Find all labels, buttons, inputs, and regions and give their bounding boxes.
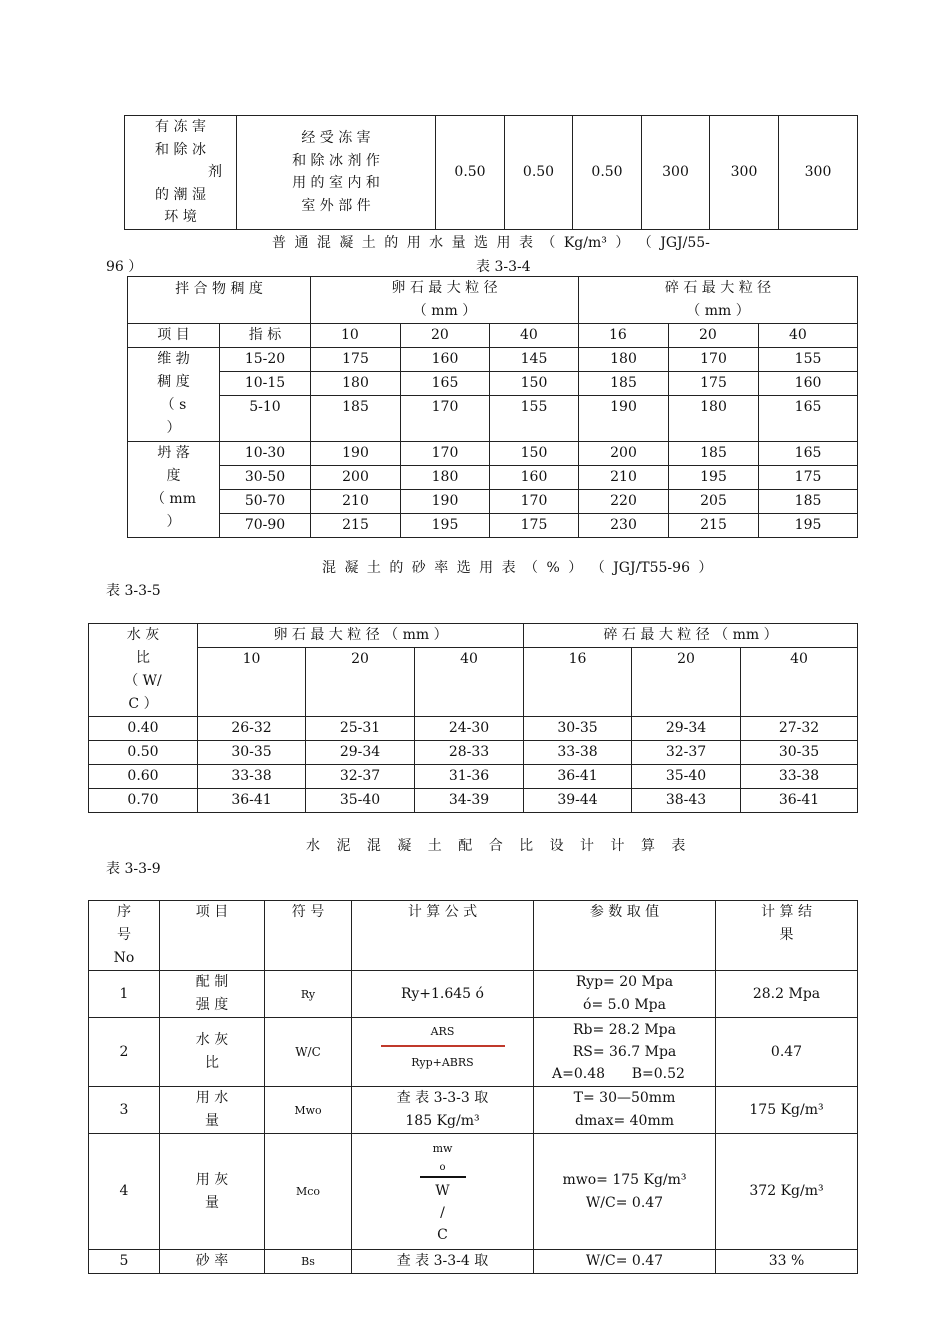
index-cell: 10-30 [220, 442, 311, 466]
header-wc-line: 比 [136, 650, 150, 666]
value-cell: 300 [642, 116, 710, 230]
data-cell: 160 [401, 348, 490, 372]
data-cell: 33-38 [198, 765, 306, 789]
data-cell: 35-40 [632, 765, 741, 789]
row-item [160, 1018, 265, 1087]
header-result [716, 901, 858, 971]
size-header: 20 [669, 324, 759, 348]
data-cell: 165 [401, 372, 490, 396]
row-item [160, 971, 265, 1018]
sand-ratio-table [88, 623, 858, 813]
size-header: 20 [306, 648, 415, 717]
param-line: Rb= 28.2 Mpa [573, 1022, 676, 1038]
caption-335-line1: 混 凝 土 的 砂 率 选 用 表 （ % ） （ JGJ/T55-96 ） [322, 560, 713, 576]
row-symbol: Mco [265, 1134, 352, 1250]
group-line: （ s [160, 397, 187, 413]
data-cell: 215 [669, 514, 759, 538]
header-params: 参 数 取 值 [534, 901, 716, 971]
header-pebble-unit: （ mm ） [412, 303, 477, 319]
env-line: 有 冻 害 [155, 119, 206, 135]
header-no-line: 序 [117, 904, 131, 920]
data-cell: 180 [311, 372, 401, 396]
index-cell: 15-20 [220, 348, 311, 372]
row-item [160, 1134, 265, 1250]
data-cell: 145 [490, 348, 579, 372]
size-header: 40 [490, 324, 579, 348]
row-result: 33 % [716, 1250, 858, 1274]
data-cell: 155 [490, 396, 579, 442]
param-line: Ryp= 20 Mpa [575, 974, 674, 990]
header-wc-line: C ） [128, 696, 158, 712]
caption-334-line2b: 表 3-3-4 [476, 259, 531, 275]
size-header: 40 [759, 324, 858, 348]
size-header: 40 [415, 648, 524, 717]
data-cell: 25-31 [306, 717, 415, 741]
data-cell: 27-32 [741, 717, 858, 741]
data-cell: 33-38 [524, 741, 632, 765]
row-params [534, 971, 716, 1018]
data-cell: 36-41 [524, 765, 632, 789]
row-symbol: Mwo [265, 1087, 352, 1134]
header-result-line: 计 算 结 [761, 904, 812, 920]
size-header: 20 [632, 648, 741, 717]
header-symbol: 符 号 [265, 901, 352, 971]
data-cell: 190 [579, 396, 669, 442]
param-line: W/C= 0.47 [585, 1194, 664, 1211]
value-cell: 0.50 [505, 116, 573, 230]
row-item-line: 量 [205, 1194, 219, 1211]
size-header: 10 [311, 324, 401, 348]
data-cell: 26-32 [198, 717, 306, 741]
row-item-line: 配 制 [195, 974, 229, 990]
size-header: 20 [401, 324, 490, 348]
formula-part: W [435, 1182, 450, 1199]
group-line: 稠 度 [157, 374, 190, 390]
row-item-line: 水 灰 [195, 1032, 229, 1048]
env-cell [125, 116, 237, 230]
data-cell: 32-37 [306, 765, 415, 789]
row-formula: 查 表 3-3-4 取 [352, 1250, 534, 1274]
header-no-line: 号 [117, 927, 131, 943]
group-line: ） [166, 514, 181, 530]
data-cell: 165 [759, 396, 858, 442]
data-cell: 150 [490, 442, 579, 466]
wc-cell: 0.70 [89, 789, 198, 813]
data-cell: 185 [759, 490, 858, 514]
row-no: 3 [89, 1087, 160, 1134]
data-cell: 210 [579, 466, 669, 490]
size-header: 10 [198, 648, 306, 717]
data-cell: 30-35 [198, 741, 306, 765]
row-formula-stacked [352, 1134, 534, 1250]
header-item: 项 目 [128, 324, 220, 348]
header-gravel-label: 碎 石 最 大 粒 径 [664, 280, 772, 296]
header-item: 项 目 [160, 901, 265, 971]
row-item [160, 1087, 265, 1134]
header-no [89, 901, 160, 971]
group-line: （ mm [150, 491, 196, 507]
row-params: W/C= 0.47 [534, 1250, 716, 1274]
data-cell: 230 [579, 514, 669, 538]
param-line: ó= 5.0 Mpa [583, 997, 666, 1013]
caption-339-line2: 表 3-3-9 [106, 861, 161, 877]
data-cell: 190 [311, 442, 401, 466]
env-line: 环 境 [164, 209, 197, 225]
row-no: 4 [89, 1134, 160, 1250]
header-result-line: 果 [779, 927, 794, 943]
param-line: A=0.48 B=0.52 [552, 1066, 685, 1082]
data-cell: 175 [669, 372, 759, 396]
row-item-line: 用 灰 [195, 1171, 229, 1188]
data-cell: 33-38 [741, 765, 858, 789]
data-cell: 195 [669, 466, 759, 490]
data-cell: 175 [311, 348, 401, 372]
data-cell: 36-41 [741, 789, 858, 813]
group-line: 坍 落 [157, 445, 190, 461]
data-cell: 200 [311, 466, 401, 490]
parts-line: 用 的 室 内 和 [292, 175, 380, 192]
row-params [534, 1018, 716, 1087]
header-pebble: 卵 石 最 大 粒 径 （ mm ） [198, 624, 524, 648]
param-line: dmax= 40mm [574, 1113, 675, 1129]
data-cell: 205 [669, 490, 759, 514]
index-cell: 10-15 [220, 372, 311, 396]
header-pebble-label: 卵 石 最 大 粒 径 [391, 280, 498, 296]
index-cell: 50-70 [220, 490, 311, 514]
group-line: 维 勃 [157, 351, 190, 367]
data-cell: 32-37 [632, 741, 741, 765]
header-gravel [579, 277, 858, 324]
data-cell: 215 [311, 514, 401, 538]
data-cell: 160 [759, 372, 858, 396]
value-cell: 0.50 [573, 116, 642, 230]
data-cell: 190 [401, 490, 490, 514]
data-cell: 30-35 [524, 717, 632, 741]
size-header: 16 [579, 324, 669, 348]
data-cell: 175 [759, 466, 858, 490]
row-item-line: 比 [205, 1055, 219, 1071]
data-cell: 195 [401, 514, 490, 538]
param-line: mwo= 175 Kg/m³ [562, 1171, 687, 1188]
index-cell: 70-90 [220, 514, 311, 538]
data-cell: 195 [759, 514, 858, 538]
data-cell: 210 [311, 490, 401, 514]
value-cell: 300 [779, 116, 858, 230]
data-cell: 180 [579, 348, 669, 372]
data-cell: 185 [669, 442, 759, 466]
header-consistency-label: 拌 合 物 稠 度 [175, 281, 263, 297]
water-usage-table [127, 276, 858, 538]
data-cell: 180 [401, 466, 490, 490]
header-gravel-unit: （ mm ） [686, 303, 750, 319]
header-gravel: 碎 石 最 大 粒 径 （ mm ） [524, 624, 858, 648]
data-cell: 34-39 [415, 789, 524, 813]
fraction-bar [381, 1045, 505, 1047]
formula-line: 查 表 3-3-3 取 [396, 1090, 489, 1106]
header-formula: 计 算 公 式 [352, 901, 534, 971]
data-cell: 30-35 [741, 741, 858, 765]
data-cell: 28-33 [415, 741, 524, 765]
data-cell: 29-34 [632, 717, 741, 741]
param-line: T= 30—50mm [573, 1090, 676, 1106]
header-wc-line: 水 灰 [126, 627, 160, 643]
header-no-line: No [113, 950, 135, 966]
data-cell: 175 [490, 514, 579, 538]
top-table [124, 115, 858, 230]
header-wc-line: （ W/ [124, 673, 162, 689]
data-cell: 39-44 [524, 789, 632, 813]
header-pebble [311, 277, 579, 324]
env-line: 的 潮 湿 [155, 186, 206, 203]
row-symbol: Ry [265, 971, 352, 1018]
data-cell: 185 [579, 372, 669, 396]
wc-cell: 0.50 [89, 741, 198, 765]
env-line: 剂 [208, 164, 222, 180]
data-cell: 150 [490, 372, 579, 396]
data-cell: 160 [490, 466, 579, 490]
index-cell: 5-10 [220, 396, 311, 442]
formula-part: mw [432, 1141, 453, 1155]
formula-part: / [440, 1204, 445, 1221]
row-result: 0.47 [716, 1018, 858, 1087]
caption-339-line1: 水 泥 混 凝 土 配 合 比 设 计 计 算 表 [306, 838, 686, 854]
data-cell: 36-41 [198, 789, 306, 813]
data-cell: 170 [490, 490, 579, 514]
data-cell: 38-43 [632, 789, 741, 813]
row-params [534, 1134, 716, 1250]
caption-334-line2a: 96 ） [106, 259, 143, 275]
caption-334-line1: 普 通 混 凝 土 的 用 水 量 选 用 表 （ Kg/m³ ） （ JGJ/55- [272, 235, 710, 251]
size-header: 40 [741, 648, 858, 717]
data-cell: 180 [669, 396, 759, 442]
data-cell: 170 [669, 348, 759, 372]
header-wc [89, 624, 198, 717]
index-cell: 30-50 [220, 466, 311, 490]
group-slump [128, 442, 220, 538]
value-cell: 0.50 [436, 116, 505, 230]
formula-part: o [439, 1161, 446, 1173]
parts-line: 和 除 冰 剂 作 [292, 152, 380, 169]
row-params [534, 1087, 716, 1134]
wc-cell: 0.40 [89, 717, 198, 741]
parts-line: 室 外 部 件 [301, 197, 371, 214]
formula-line: 185 Kg/m³ [405, 1113, 480, 1129]
fraction-bar [420, 1176, 466, 1178]
group-line: 度 [166, 468, 181, 484]
row-formula-fraction [352, 1018, 534, 1087]
data-cell: 170 [401, 442, 490, 466]
row-item-line: 强 度 [195, 997, 229, 1013]
group-line: ） [166, 420, 181, 436]
data-cell: 35-40 [306, 789, 415, 813]
env-line: 和 除 冰 [155, 141, 206, 158]
data-cell: 29-34 [306, 741, 415, 765]
data-cell: 185 [311, 396, 401, 442]
data-cell: 31-36 [415, 765, 524, 789]
fraction-numerator: ARS [430, 1025, 455, 1038]
group-vebe [128, 348, 220, 442]
row-item-line: 用 水 [195, 1090, 229, 1106]
caption-335-line2: 表 3-3-5 [106, 583, 161, 599]
row-formula [352, 1087, 534, 1134]
fraction-denominator: Ryp+ABRS [411, 1056, 474, 1069]
row-formula: Ry+1.645 ó [352, 971, 534, 1018]
row-result: 28.2 Mpa [716, 971, 858, 1018]
header-index: 指 标 [220, 324, 311, 348]
parts-cell [237, 116, 436, 230]
data-cell: 165 [759, 442, 858, 466]
row-no: 2 [89, 1018, 160, 1087]
value-cell: 300 [710, 116, 779, 230]
data-cell: 24-30 [415, 717, 524, 741]
formula-part: C [437, 1226, 448, 1243]
row-item: 砂 率 [160, 1250, 265, 1274]
row-no: 1 [89, 971, 160, 1018]
row-item-line: 量 [205, 1113, 219, 1129]
parts-line: 经 受 冻 害 [301, 130, 371, 147]
mix-design-table [88, 900, 858, 1274]
param-line: RS= 36.7 Mpa [572, 1044, 677, 1060]
data-cell: 220 [579, 490, 669, 514]
row-result: 175 Kg/m³ [716, 1087, 858, 1134]
row-no: 5 [89, 1250, 160, 1274]
data-cell: 155 [759, 348, 858, 372]
size-header: 16 [524, 648, 632, 717]
data-cell: 170 [401, 396, 490, 442]
row-symbol: W/C [265, 1018, 352, 1087]
wc-cell: 0.60 [89, 765, 198, 789]
row-result: 372 Kg/m³ [716, 1134, 858, 1250]
header-consistency [128, 277, 311, 324]
row-symbol: Bs [265, 1250, 352, 1274]
data-cell: 200 [579, 442, 669, 466]
